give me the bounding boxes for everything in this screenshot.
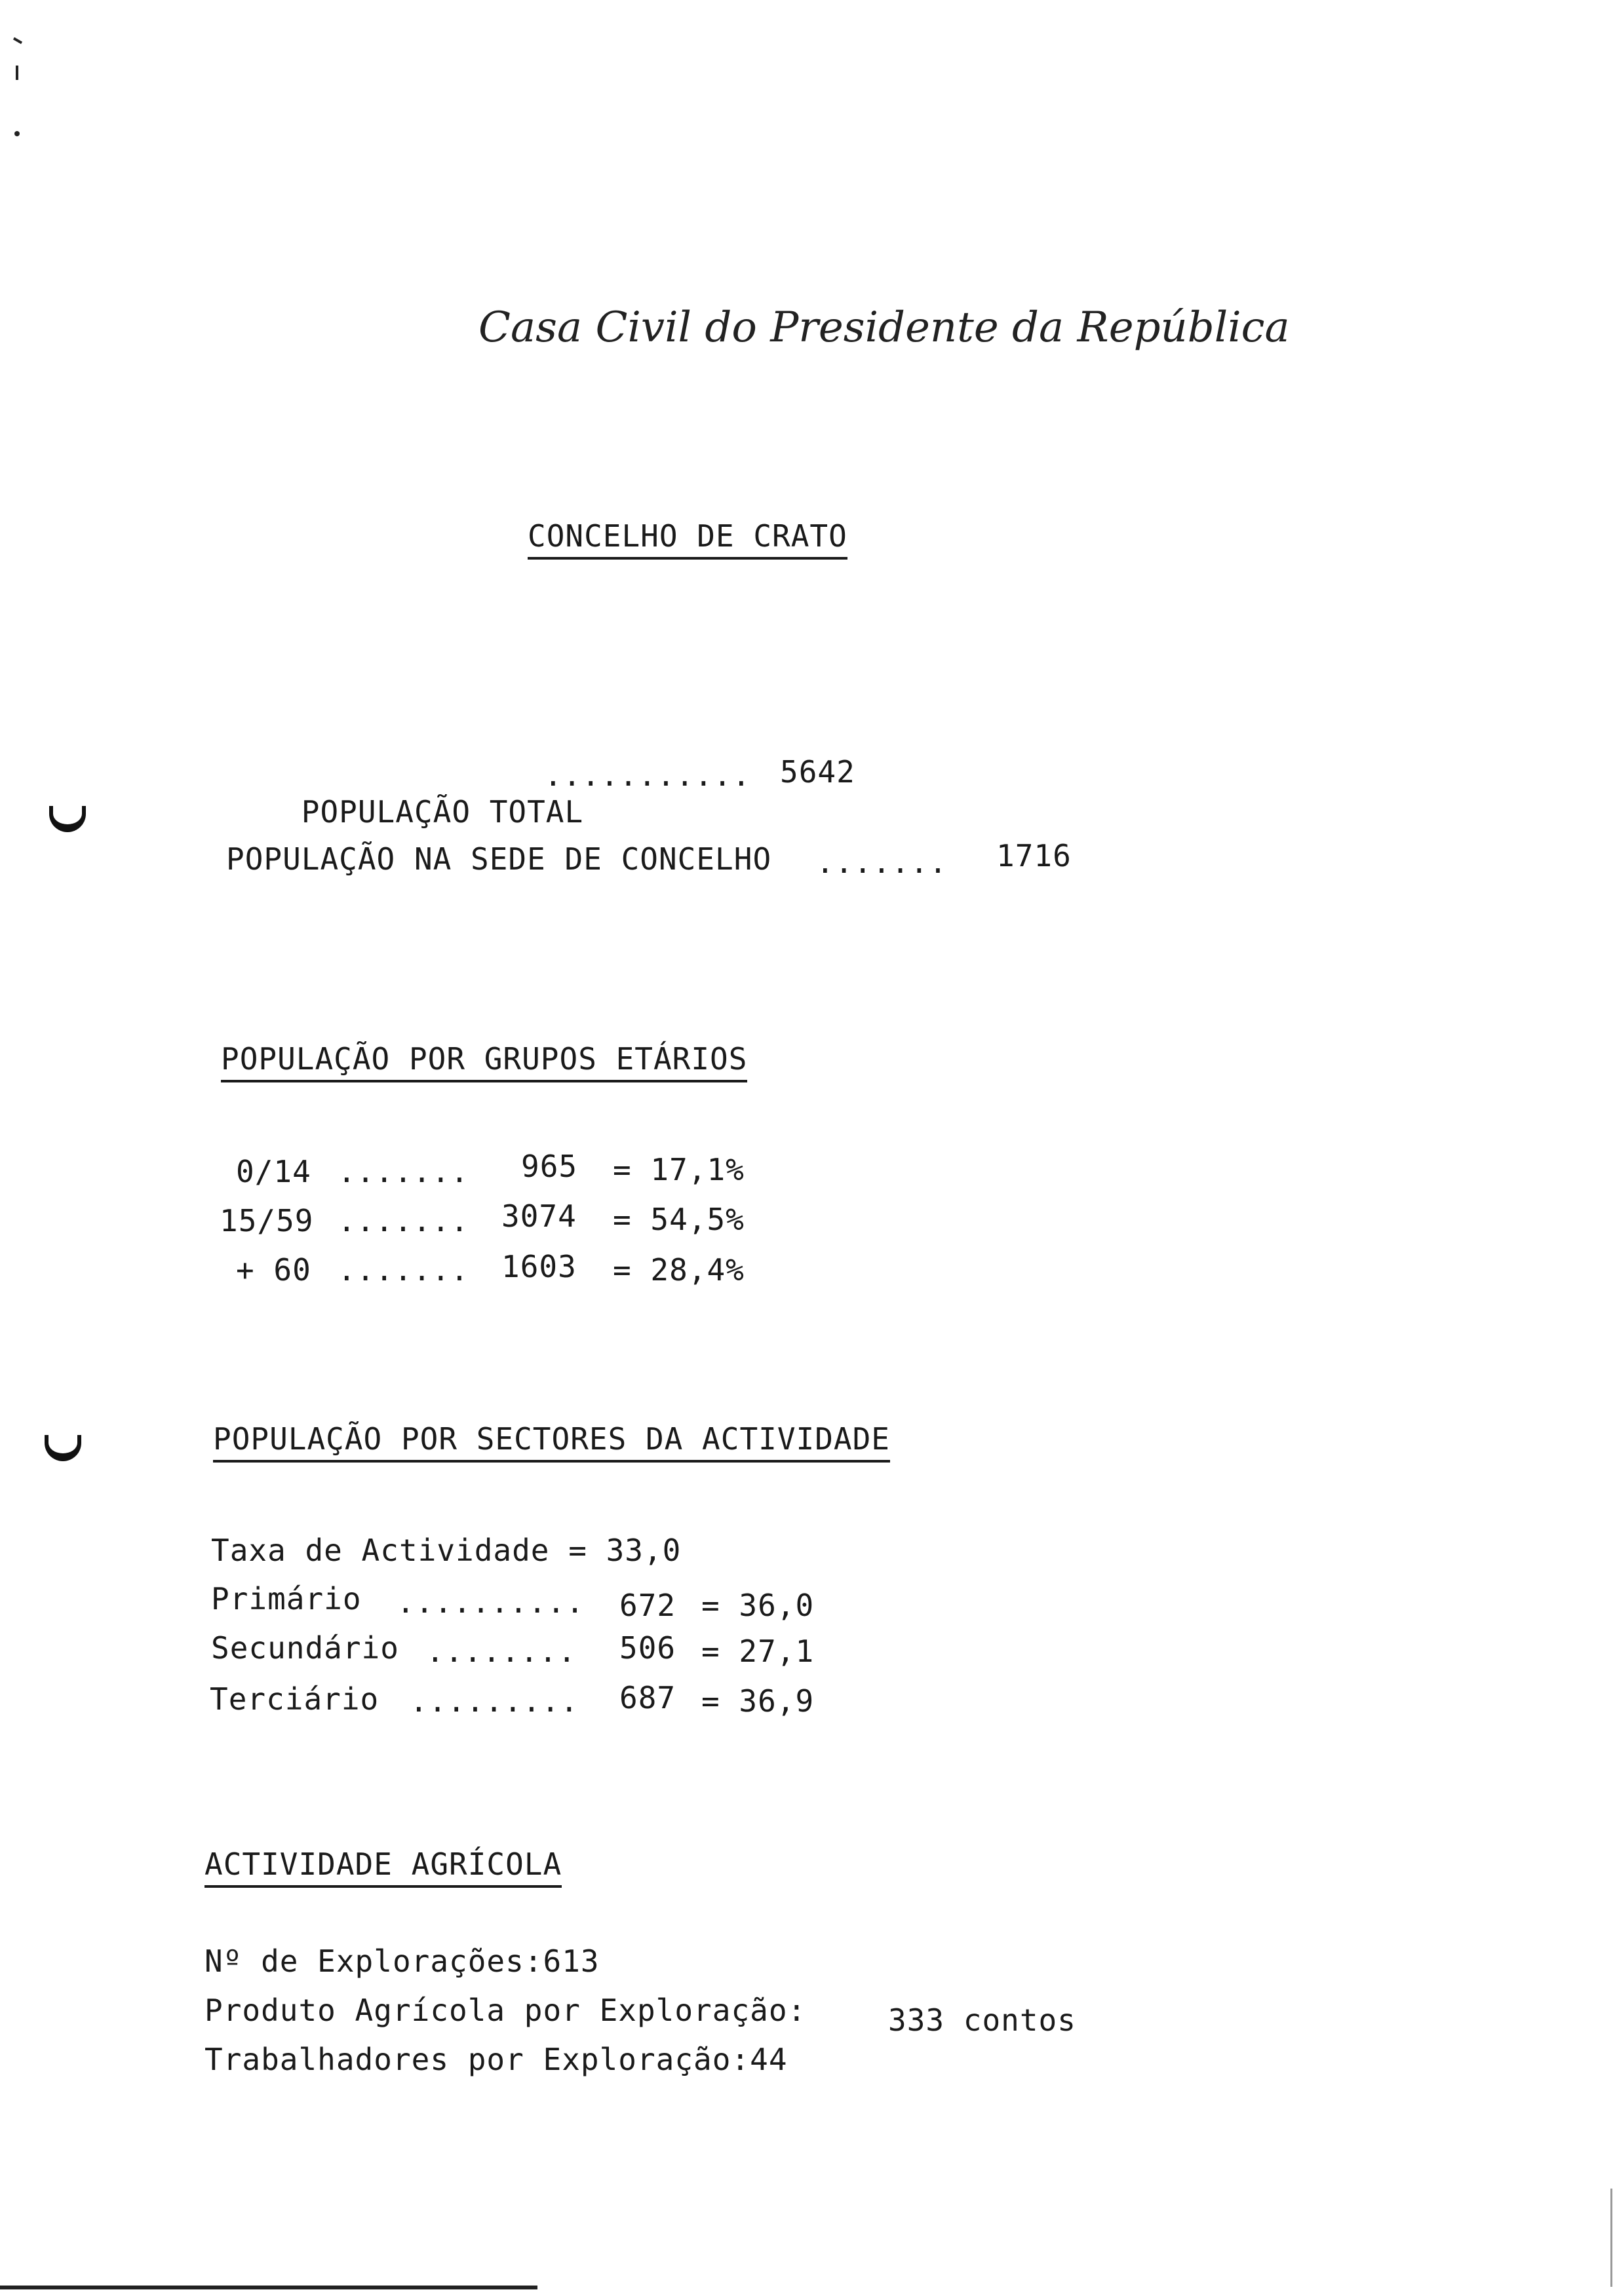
sector-row-label: Terciário: [210, 1681, 379, 1717]
seat-population-value: 1716: [996, 838, 1072, 873]
sector-row-pct: = 27,1: [701, 1634, 815, 1669]
sector-row-dots: ........: [426, 1634, 577, 1669]
product-per-farm-value: 333 contos: [888, 2002, 1076, 2038]
scan-bottom-edge: [0, 2286, 537, 2289]
sector-row-dots: .........: [410, 1683, 579, 1719]
age-row-pct: = 54,5%: [613, 1202, 745, 1237]
punch-hole: [45, 1435, 81, 1461]
sector-row-label: Secundário: [211, 1630, 399, 1666]
age-row-dots: .......: [338, 1203, 469, 1238]
total-population-dots: ...........: [544, 757, 751, 793]
corner-mark: [16, 66, 18, 80]
sectors-heading: POPULAÇÃO POR SECTORES DA ACTIVIDADE: [213, 1421, 890, 1463]
corner-mark: [13, 37, 22, 44]
sector-row-pct: = 36,0: [701, 1588, 815, 1623]
age-row-label: 0/14: [236, 1154, 311, 1189]
age-row-label: + 60: [236, 1252, 311, 1288]
sector-row-pct: = 36,9: [701, 1683, 815, 1719]
age-row-value: 1603: [501, 1249, 577, 1284]
age-row-value: 965: [521, 1149, 578, 1184]
scan-right-edge: [1610, 2189, 1612, 2287]
letterhead: Casa Civil do Presidente da República: [478, 303, 1290, 352]
age-row-dots: .......: [338, 1154, 469, 1189]
product-per-farm-label: Produto Agrícola por Exploração:: [204, 1993, 807, 2028]
age-row-dots: .......: [338, 1252, 469, 1288]
total-population-value: 5642: [780, 754, 855, 790]
age-row-value: 3074: [501, 1198, 577, 1234]
sector-row-label: Primário: [211, 1581, 362, 1617]
farms-count: Nº de Explorações:613: [204, 1943, 600, 1979]
seat-population-dots: .......: [816, 845, 948, 880]
punch-hole: [49, 806, 86, 832]
age-row-pct: = 28,4%: [613, 1252, 745, 1288]
sector-row-value: 506: [619, 1630, 676, 1666]
activity-rate: Taxa de Actividade = 33,0: [211, 1533, 682, 1568]
sector-row-value: 687: [619, 1680, 676, 1715]
age-row-pct: = 17,1%: [613, 1152, 745, 1187]
total-population-label: POPULAÇÃO TOTAL: [301, 794, 584, 830]
age-groups-heading: POPULAÇÃO POR GRUPOS ETÁRIOS: [221, 1041, 747, 1082]
workers-per-farm: Trabalhadores por Exploração:44: [204, 2042, 788, 2077]
corner-mark: [14, 131, 20, 136]
sector-row-dots: ..........: [397, 1584, 585, 1620]
seat-population-label: POPULAÇÃO NA SEDE DE CONCELHO: [226, 841, 772, 877]
agriculture-heading: ACTIVIDADE AGRÍCOLA: [204, 1846, 562, 1888]
age-row-label: 15/59: [220, 1203, 314, 1238]
page-title: CONCELHO DE CRATO: [528, 518, 847, 560]
sector-row-value: 672: [619, 1588, 676, 1623]
